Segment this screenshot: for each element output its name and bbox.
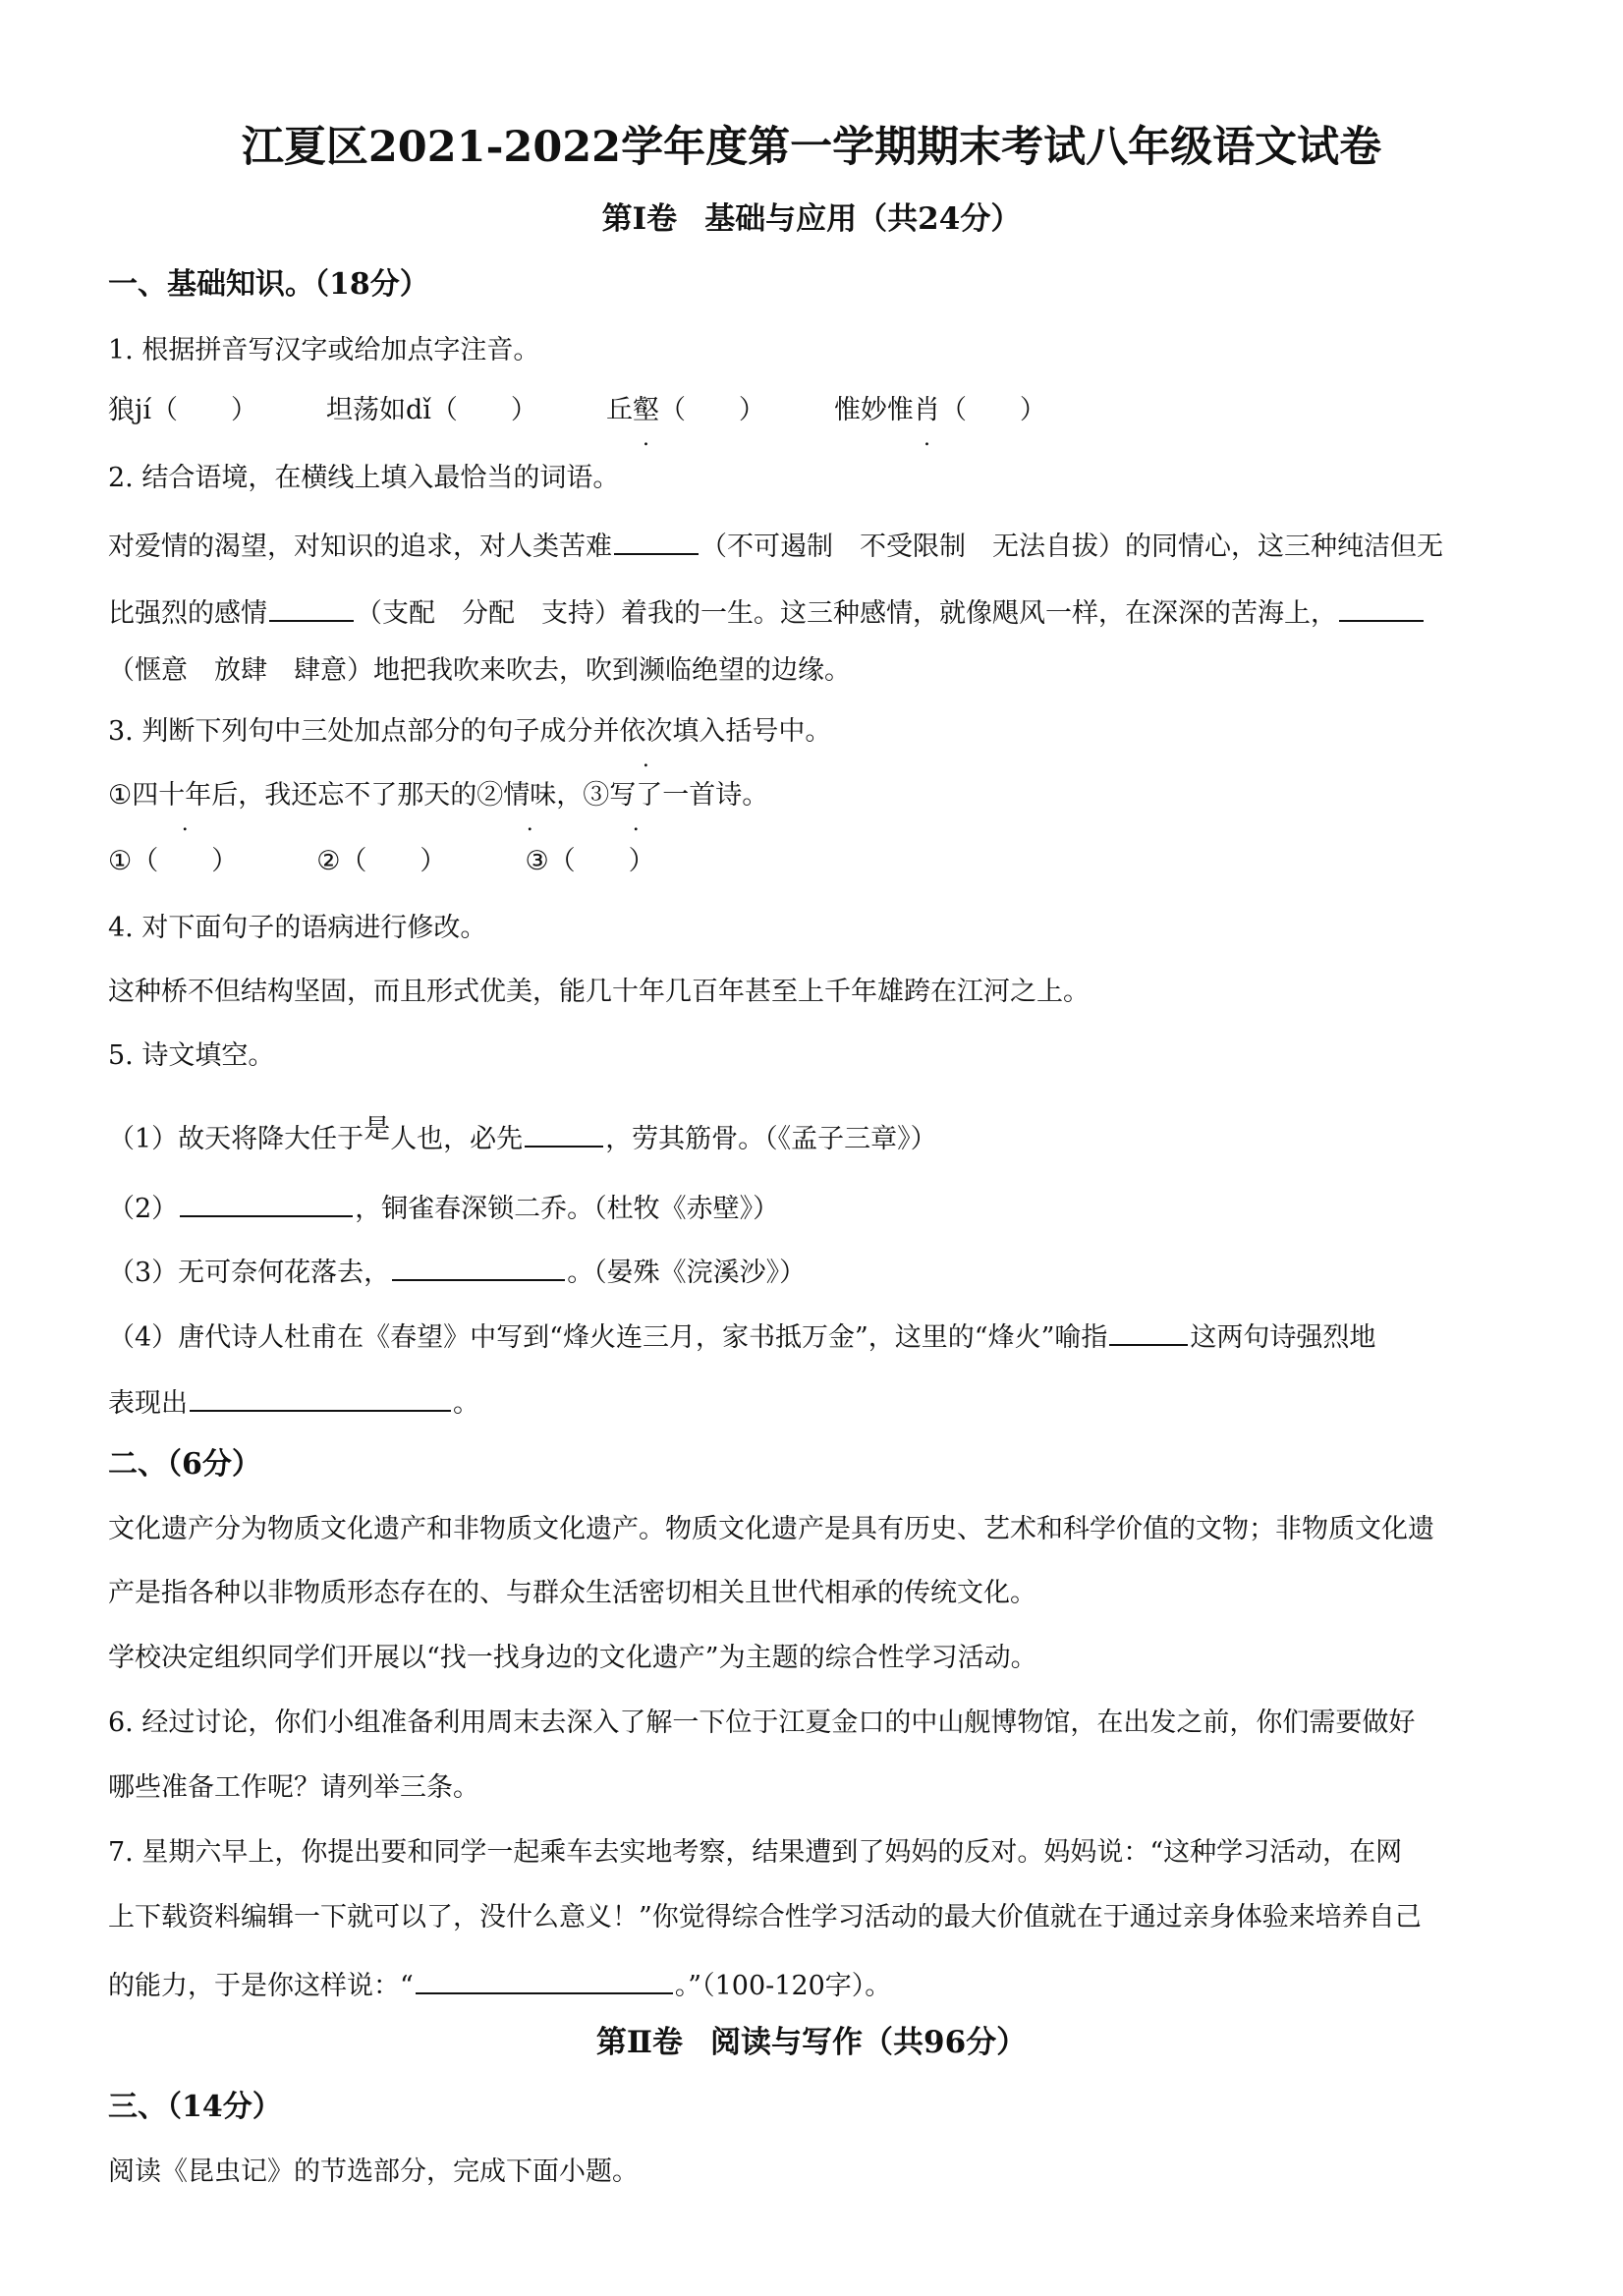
q6-line-2: 哪些准备工作呢？请列举三条。	[108, 1772, 479, 1803]
section2-heading: 二、（6分）	[108, 1447, 261, 1482]
q2-line3: （惬意 放肆 肆意）地把我吹来吹去，吹到濒临绝望的边缘。	[108, 655, 851, 686]
q3-marker-1: ①	[108, 780, 133, 811]
q5-l5-b: 。	[453, 1388, 479, 1419]
q5-l1-c: ，劳其筋骨。（《孟子三章》）	[605, 1124, 937, 1154]
q5-line-3	[108, 1250, 1540, 1293]
q7-l3-b: 。”（100-120字）。	[674, 1971, 892, 2001]
q6-line-1: 6. 经过讨论，你们小组准备利用周末去深入了解一下位于江夏金口的中山舰博物馆，在出发之前，你们需要做好	[108, 1708, 1416, 1738]
q1-item-3: 丘壑（ ）	[606, 395, 765, 425]
q3-prompt-dotted: 依次	[619, 716, 673, 747]
q5-blank-3[interactable]	[392, 1250, 565, 1281]
q3-marker-3: ③	[583, 780, 610, 811]
q5-l4-a: （4）唐代诗人杜甫在《春望》中写到“烽火连三月，家书抵万金”，这里的“烽火”喻指	[108, 1322, 1108, 1353]
q5-l1-b: 人也，必先	[390, 1124, 524, 1154]
q3-answer-3[interactable]: ③（ ）	[525, 846, 655, 876]
q5-l2-b: ，铜雀春深锁二乔。（杜牧《赤壁》）	[355, 1194, 780, 1224]
q5-l3-b: 。（晏殊《浣溪沙》）	[567, 1258, 807, 1288]
q3-dotted-3: 写了	[609, 780, 663, 811]
q3-answer-2[interactable]: ②（ ）	[316, 846, 447, 876]
exam-title: 江夏区2021-2022学年度第一学期期末考试八年级语文试卷	[241, 123, 1382, 172]
reading-prompt: 阅读《昆虫记》的节选部分，完成下面小题。	[108, 2156, 639, 2187]
part1-heading	[0, 198, 1623, 240]
q1-item-1: 狼jí（ ）	[108, 395, 258, 425]
q5-line-2	[108, 1186, 1540, 1229]
section3-heading: 三、（14分）	[108, 2090, 282, 2124]
part2-name: 阅读与写作（共96分）	[710, 2025, 1028, 2060]
q3-answer-1[interactable]: ①（ ）	[108, 846, 239, 876]
q7-line-2: 上下载资料编辑一下就可以了，没什么意义！”你觉得综合性学习活动的最大价值就在于通过亲身体验来培养自己	[108, 1902, 1422, 1932]
q5-line-4	[108, 1315, 1540, 1358]
q3-answers	[108, 842, 1540, 881]
q2-line2-b: （支配 分配 支持）着我的一生。这三种感情，就像飓风一样，在深深的苦海上，	[356, 598, 1337, 629]
q3-prompt-a: 3. 判断下列句中三处加点部分的句子成分并	[108, 716, 620, 747]
q7-line-3	[108, 1963, 1540, 2006]
q5-blank-4[interactable]	[1109, 1315, 1188, 1346]
intro-p2: 学校决定组织同学们开展以“找一找身边的文化遗产”为主题的综合性学习活动。	[108, 1643, 1037, 1673]
q2-blank-2[interactable]	[269, 590, 354, 622]
q1-item-4: 惟妙惟肖（ ）	[834, 395, 1046, 425]
q2-blank-3[interactable]	[1339, 590, 1424, 622]
q5-line-5	[108, 1380, 1540, 1424]
q2-prompt: 2. 结合语境，在横线上填入最恰当的词语。	[108, 463, 620, 493]
q5-l3-a: （3）无可奈何花落去，	[108, 1258, 391, 1288]
q1-dotted-char-2: 肖	[913, 395, 940, 425]
q2-blank-1[interactable]	[614, 524, 699, 555]
q3-text-1: ，我还忘不了那天的	[238, 780, 477, 811]
q1-items	[108, 391, 1540, 430]
q7-blank[interactable]	[416, 1963, 673, 1994]
q2-line1-a: 对爱情的渴望，对知识的追求，对人类苦难	[108, 532, 612, 562]
part1-label: 第Ⅰ卷	[601, 201, 678, 237]
q5-line-1	[108, 1116, 1540, 1159]
q5-blank-2[interactable]	[180, 1186, 353, 1217]
q3-marker-2: ②	[476, 780, 504, 811]
intro-p1-a: 文化遗产分为物质文化遗产和非物质文化遗产。物质文化遗产是具有历史、艺术和科学价值的文物；非物质文化遗	[108, 1514, 1434, 1544]
q7-line-1: 7. 星期六早上，你提出要和同学一起乘车去实地考察，结果遭到了妈妈的反对。妈妈说：“这种学习活动，在网	[108, 1837, 1403, 1868]
q5-l1-sup: 是	[364, 1114, 391, 1145]
q5-blank-1[interactable]	[525, 1116, 603, 1148]
q5-l1-a: （1）故天将降大任于	[108, 1124, 364, 1154]
intro-p1-b: 产是指各种以非物质形态存在的、与群众生活密切相关且世代相承的传统文化。	[108, 1578, 1036, 1608]
q2-line2-a: 比强烈的感情	[108, 598, 267, 629]
q3-prompt-b: 填入括号中。	[672, 716, 832, 747]
q5-l2-a: （2）	[108, 1194, 179, 1224]
q5-blank-5[interactable]	[190, 1380, 451, 1412]
q1-item-2: 坦荡如dǐ（ ）	[326, 395, 537, 425]
q5-prompt: 5. 诗文填空。	[108, 1040, 275, 1071]
q3-text-3: 一首诗。	[662, 780, 769, 811]
q3-text-2: ，	[556, 780, 584, 811]
q3-dotted-2: 情味	[503, 780, 557, 811]
q2-line2	[108, 590, 1540, 634]
q5-l5-a: 表现出	[108, 1388, 188, 1419]
q2-line1	[108, 524, 1540, 567]
q2-line1-b: （不可遏制 不受限制 无法自拔）的同情心，这三种纯洁但无	[700, 532, 1443, 562]
part2-label: 第Ⅱ卷	[595, 2025, 683, 2060]
part2-heading	[0, 2022, 1623, 2063]
q1-dotted-char-1: 壑	[632, 395, 659, 425]
section1-heading: 一、基础知识。（18分）	[108, 267, 429, 302]
q5-l4-b: 这两句诗强烈地	[1190, 1322, 1376, 1353]
q1-prompt: 1. 根据拼音写汉字或给加点字注音。	[108, 335, 540, 365]
q3-prompt	[108, 712, 1540, 752]
part1-name: 基础与应用（共24分）	[704, 201, 1022, 237]
q7-l3-a: 的能力，于是你这样说：“	[108, 1971, 414, 2001]
q4-prompt: 4. 对下面句子的语病进行修改。	[108, 913, 487, 943]
q3-sentence	[108, 776, 1540, 815]
q3-dotted-1: 四十年后	[132, 780, 239, 811]
q4-sentence: 这种桥不但结构坚固，而且形式优美，能几十年几百年甚至上千年雄跨在江河之上。	[108, 977, 1090, 1007]
